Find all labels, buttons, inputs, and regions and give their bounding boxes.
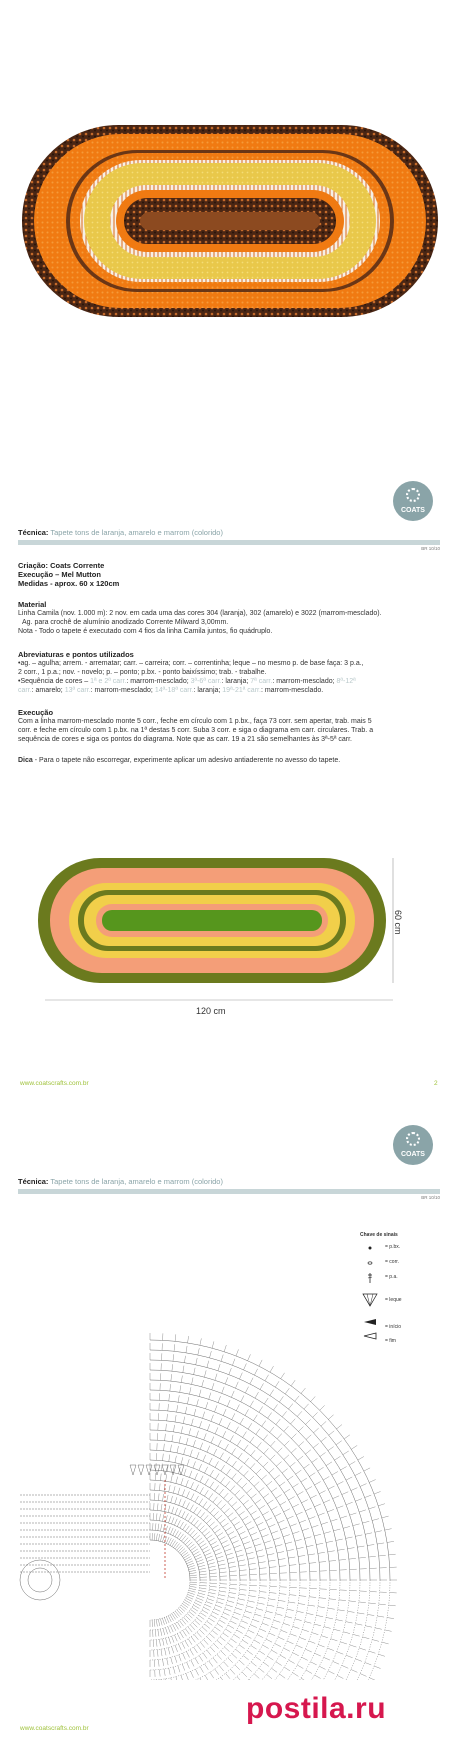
doc-code: BR 10/10	[421, 1195, 440, 1200]
width-dimension: 120 cm	[196, 1006, 226, 1016]
header-rule	[18, 1189, 440, 1194]
doc-code: BR 10/10	[421, 546, 440, 551]
header-rule	[18, 540, 440, 545]
chain-icon	[368, 1262, 372, 1264]
footer-url[interactable]: www.coatscrafts.com.br	[20, 1725, 89, 1732]
execution-section: Execução Com a linha marrom-mesclado monte 5 corr., feche em círculo com 1 p.bx., faça 73 corr. sem apertar, trab. mais 5 corr. e feche em círculo com 1 p.bx. na 1ª destas 5 corr. Suba 3 corr. e siga o diagrama em carr. circulares. Trab. a sequência de cores e siga os pontos do diagrama. Note que as carr. 19 a 21 são semelhantes às 3ª-5ª carr.	[18, 708, 374, 743]
technique-line: Técnica: Tapete tons de laranja, amarelo e marrom (colorido)	[18, 1177, 223, 1186]
height-dimension: 60 cm	[393, 910, 403, 935]
slip-stitch-icon	[369, 1247, 372, 1250]
crochet-diagram	[0, 1280, 460, 1680]
coats-logo: COATS	[393, 1125, 433, 1165]
abbreviations-section: Abreviaturas e pontos utilizados •ag. – agulha; arrem. - arrematar; carr. – carreira; corr. – correntinha; leque – no mesmo p. de base faça: 3 p.a., 2 corr., 1 p.a.; nov. - novelo; p. – ponto; p.bx. - ponto baixíssimo; trab. - trabalhe. •Sequência de cores – 1ª e 2ª carr.: marrom-mesclado; 3ª-6ª carr.: laranja; 7ª carr.: marrom-mesclado; 8ª-12ª carr.: amarelo; 13ª carr.: marrom-mesclado; 14ª-18ª carr.: laranja; 19ª-21ª carr.: marrom-mesclado.	[18, 650, 364, 694]
footer-url[interactable]: www.coatscrafts.com.br	[20, 1080, 89, 1087]
rug-photo	[0, 0, 460, 440]
rug-schematic	[0, 850, 460, 1020]
watermark: postila.ru	[246, 1692, 387, 1725]
material-section: Material Linha Camila (nov. 1.000 m): 2 nov. em cada uma das cores 304 (laranja), 302 (amarelo) e 3022 (marrom-mesclado). Ag. para crochê de alumínio anodizado Corrente Milward 3,00mm. Nota - Todo o tapete é executado com 4 fios da linha Camila juntos, fio quádruplo.	[18, 600, 382, 635]
technique-line: Técnica: Tapete tons de laranja, amarelo e marrom (colorido)	[18, 528, 223, 537]
legend-title: Chave de sinais	[360, 1232, 398, 1238]
legend-labels: = p.bx. = corr. = p.a. = leque = início = fim	[385, 1244, 402, 1344]
credits: Criação: Coats Corrente Execução – Mel Mutton Medidas - aprox. 60 x 120cm	[18, 561, 120, 588]
coats-logo: COATS	[393, 481, 433, 521]
tip: Dica - Para o tapete não escorregar, experimente aplicar um adesivo antiaderente no avesso do tapete.	[18, 757, 341, 764]
page-number: 2	[434, 1080, 438, 1087]
